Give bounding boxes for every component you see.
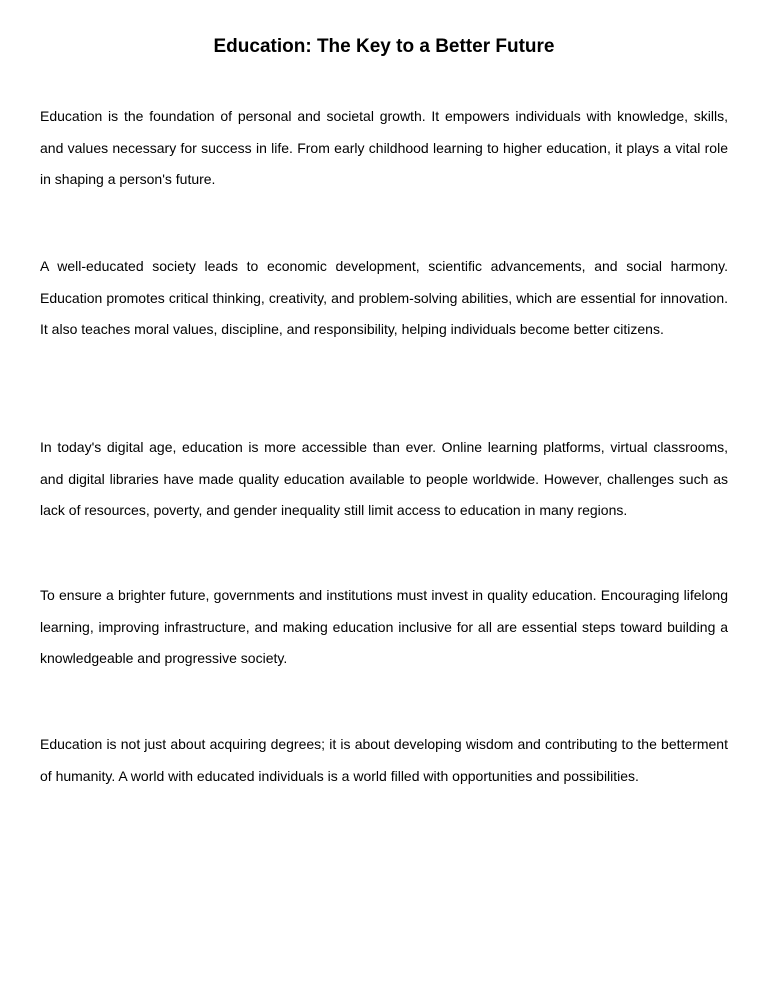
paragraph: Education is not just about acquiring degrees; it is about developing wisdom and contributing to the betterment of humanity. A world with educated individuals is a world filled with opportunities and possibilities. [40, 736, 728, 784]
page-title: Education: The Key to a Better Future [213, 36, 555, 57]
paragraph: Education is the foundation of personal and societal growth. It empowers individuals with knowledge, skills, and values necessary for success in life. From early childhood learning to higher education, it plays a vital role in shaping a person's future. [40, 108, 728, 187]
paragraph: In today's digital age, education is more accessible than ever. Online learning platforms, virtual classrooms, and digital libraries have made quality education available to people worldwide. However, challenges such as lack of resources, poverty, and gender inequality still limit access to education in many regions. [40, 439, 728, 518]
paragraph: To ensure a brighter future, governments and institutions must invest in quality education. Encouraging lifelong learning, improving infrastructure, and making education inclusive for all are essential steps toward building a knowledgeable and progressive society. [40, 587, 728, 666]
paragraph: A well-educated society leads to economic development, scientific advancements, and social harmony. Education promotes critical thinking, creativity, and problem-solving abilities, which are essential for innovation. It also teaches moral values, discipline, and responsibility, helping individuals become better citizens. [40, 258, 728, 337]
